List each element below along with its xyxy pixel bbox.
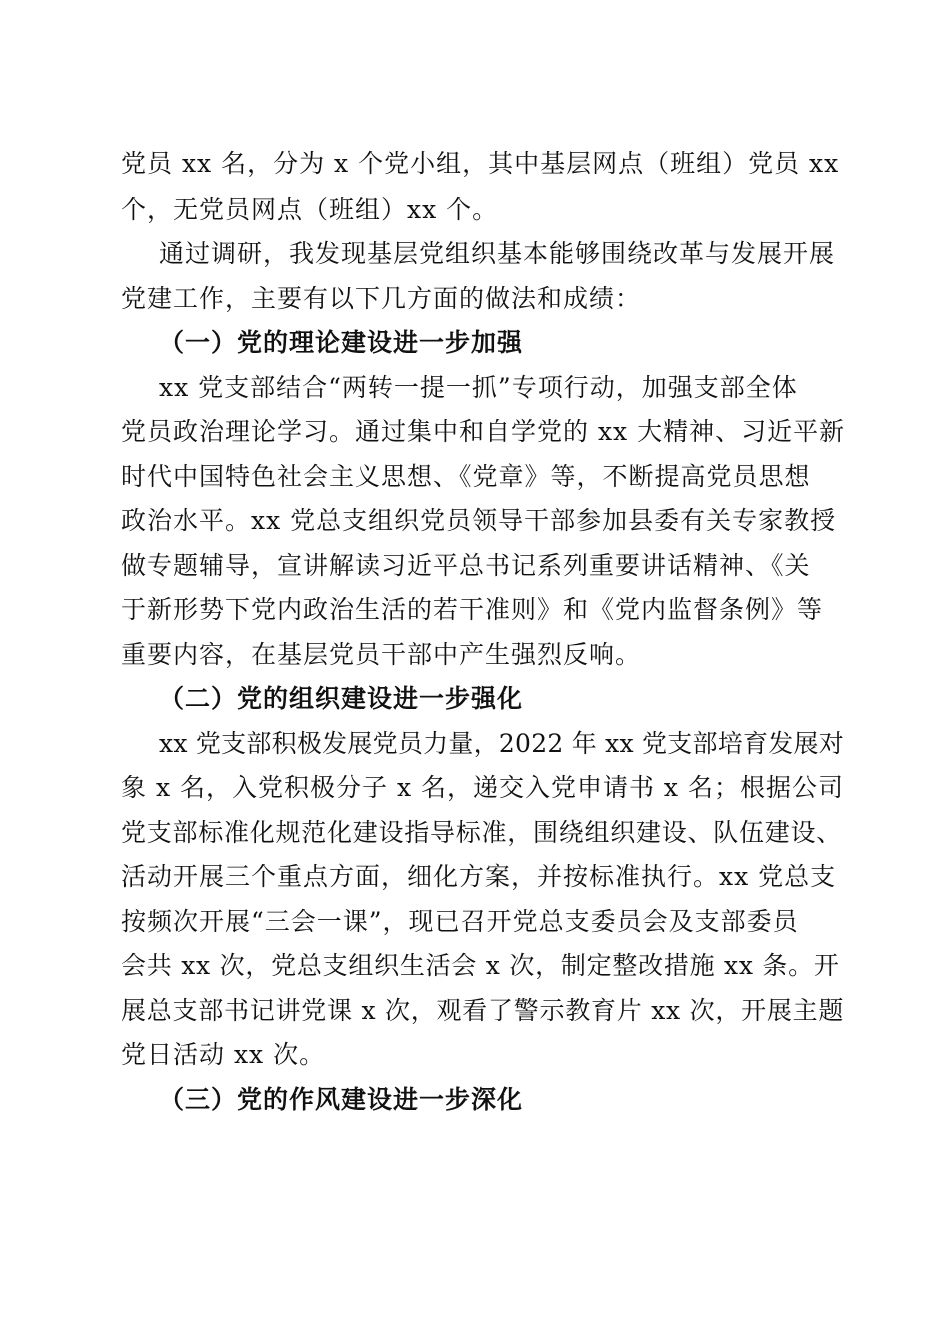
paragraph-line: 展总支部书记讲党课 x 次，观看了警示教育片 xx 次，开展主题 [121, 996, 845, 1025]
section-heading-1: （一）党的理论建设进一步加强 [159, 328, 524, 357]
paragraph-line: 于新形势下党内政治生活的若干准则》和《党内监督条例》等 [121, 595, 824, 624]
paragraph-line: 会共 xx 次，党总支组织生活会 x 次，制定整改措施 xx 条。开 [121, 951, 840, 980]
section-heading-3: （三）党的作风建设进一步深化 [159, 1085, 524, 1114]
paragraph-line: 党日活动 xx 次。 [121, 1040, 326, 1069]
paragraph-line: 通过调研，我发现基层党组织基本能够围绕改革与发展开展 [159, 239, 836, 268]
paragraph-line: 按频次开展“三会一课”，现已召开党总支委员会及支部委员 [121, 907, 799, 936]
paragraph-line: 时代中国特色社会主义思想、《党章》等，不断提高党员思想 [121, 462, 811, 491]
paragraph-line: 党建工作，主要有以下几方面的做法和成绩： [121, 284, 642, 313]
paragraph-line: 做专题辅导，宣讲解读习近平总书记系列重要讲话精神、《关 [121, 551, 811, 580]
paragraph-line: xx 党支部结合“两转一提一抓”专项行动，加强支部全体 [159, 373, 798, 402]
paragraph-line: 个，无党员网点（班组）xx 个。 [121, 195, 499, 224]
paragraph-line: 党员政治理论学习。通过集中和自学党的 xx 大精神、习近平新 [121, 417, 846, 446]
paragraph-line: 政治水平。xx 党总支组织党员领导干部参加县委有关专家教授 [121, 506, 837, 535]
paragraph-line: 重要内容，在基层党员干部中产生强烈反响。 [121, 640, 642, 669]
paragraph-line: 党支部标准化规范化建设指导标准，围绕组织建设、队伍建设、 [121, 818, 843, 847]
section-heading-2: （二）党的组织建设进一步强化 [159, 684, 524, 713]
paragraph-line: xx 党支部积极发展党员力量，2022 年 xx 党支部培育发展对 [159, 729, 845, 758]
paragraph-line: 象 x 名，入党积极分子 x 名，递交入党申请书 x 名；根据公司 [121, 773, 844, 802]
paragraph-line: 党员 xx 名，分为 x 个党小组，其中基层网点（班组）党员 xx [121, 149, 840, 178]
paragraph-line: 活动开展三个重点方面，细化方案，并按标准执行。xx 党总支 [121, 862, 837, 891]
